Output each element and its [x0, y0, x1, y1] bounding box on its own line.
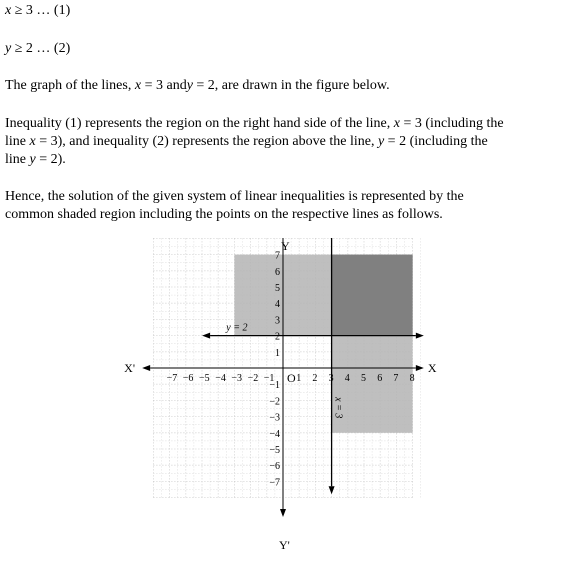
paragraph-inequality-explanation: Inequality (1) represents the region on the right hand side of the line, x = 3 (including the line x = 3), and inequality (2) represents the region above the line, y = 2 (including the line y = 2).: [5, 116, 504, 167]
x-tick-label: −4: [215, 373, 226, 384]
line-x-label: x = 3: [332, 397, 344, 419]
x-tick-label: −7: [166, 373, 178, 384]
origin-label: O: [287, 371, 296, 385]
inequality-graph: [120, 238, 460, 558]
y-tick-label: −5: [269, 445, 280, 456]
x-tick-label: 1: [296, 373, 302, 384]
line-y-label: y = 2: [226, 322, 248, 334]
x-tick-label: −6: [182, 373, 194, 384]
x-tick-label: 2: [312, 373, 318, 384]
y-tick-label: 7: [275, 250, 280, 262]
line-y-arrow-right-icon: [416, 333, 424, 339]
inequality-2: y ≥ 2 … (2): [5, 41, 71, 56]
x-axis-label: X: [427, 361, 437, 375]
solution-region: [332, 255, 413, 336]
y-tick-label: −3: [269, 412, 280, 424]
x-tick-label: −2: [247, 373, 259, 384]
x-tick-label: 4: [344, 373, 350, 384]
y-tick-label: 6: [275, 266, 280, 278]
y-tick-label: −7: [269, 477, 280, 489]
y-tick-label: −4: [269, 428, 280, 440]
y-tick-label: 3: [275, 315, 280, 327]
paragraph-solution: Hence, the solution of the given system of linear inequalities is represented by the common shaded region including the points on the respective lines as follows.: [5, 189, 464, 222]
x-tick-label: −5: [199, 373, 210, 384]
y-tick-label: 5: [275, 283, 280, 294]
y-tick-label: 4: [275, 299, 280, 311]
y-axis-neg-label: Y': [279, 538, 290, 552]
y-tick-label: −6: [269, 461, 280, 473]
x-axis-arrow-right-icon: [416, 365, 424, 371]
line-x-arrow-down-icon: [329, 486, 335, 494]
y-tick-label: 1: [275, 347, 280, 359]
x-tick-label: 3: [328, 373, 334, 384]
y-axis-arrow-down-icon: [280, 509, 286, 517]
y-tick-label: 2: [275, 331, 280, 343]
x-axis-neg-label: X': [124, 361, 135, 375]
x-tick-label: −1: [263, 373, 275, 384]
y-tick-label: −1: [269, 380, 280, 392]
inequality-1: x ≥ 3 … (1): [5, 3, 71, 18]
x-tick-label: −3: [231, 373, 243, 384]
line-y-arrow-left-icon: [202, 333, 210, 339]
x-tick-label: 6: [377, 373, 383, 384]
x-tick-label: 7: [393, 373, 399, 384]
x-tick-label: 8: [409, 373, 415, 384]
y-axis-label: Y: [281, 239, 290, 253]
paragraph-graph-intro: The graph of the lines, x = 3 andy = 2, are drawn in the figure below.: [5, 78, 390, 93]
x-tick-label: 5: [361, 373, 366, 384]
y-tick-label: −2: [269, 396, 280, 408]
x-axis-arrow-left-icon: [142, 365, 150, 371]
